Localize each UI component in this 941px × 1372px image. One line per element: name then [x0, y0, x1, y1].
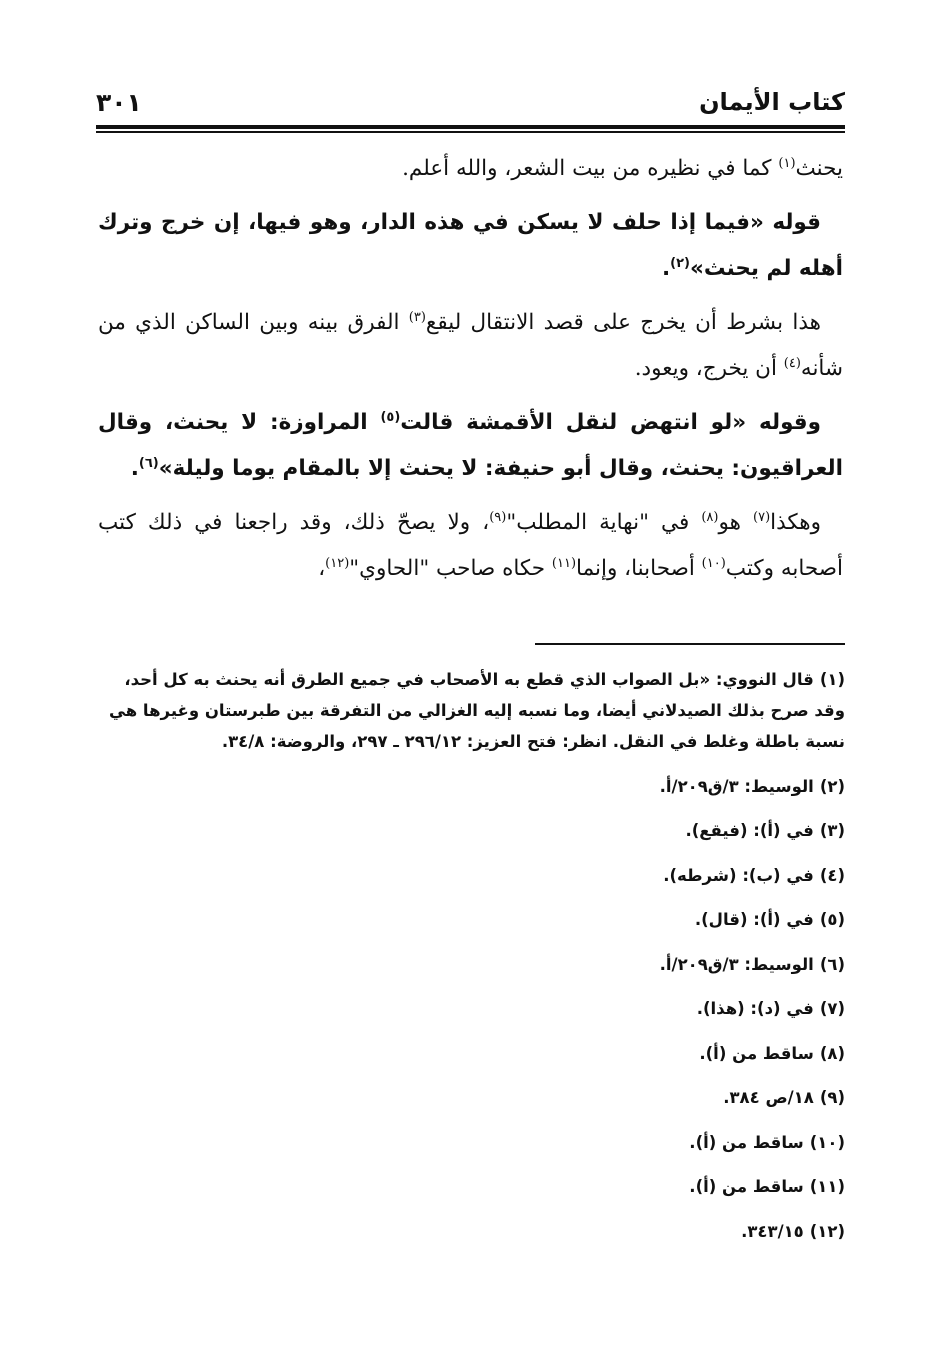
- footnote-8: [96, 1038, 845, 1069]
- footnote-number: (٦): [819, 954, 845, 974]
- quoted-text: قوله «فيما إذا حلف لا يسكن في هذه الدار، وهو فيها، إن خرج وترك أهله لم يحنث»: [98, 210, 843, 281]
- text-run: أصحابنا، وإنما: [576, 556, 702, 581]
- paragraph-2-quote: [98, 200, 843, 292]
- quoted-text: المراوزة: لا يحنث، وقال العراقيون: يحنث، وقال أبو حنيفة: لا يحنث إلا بالمقام يوما وليلة»: [98, 410, 843, 481]
- footnote-4: [96, 860, 845, 891]
- footnote-text: ١٨/ص ٣٨٤.: [723, 1088, 814, 1107]
- page-header: [96, 86, 845, 122]
- footnote-text: ساقط من (أ).: [689, 1177, 804, 1196]
- footnotes: [96, 664, 845, 1260]
- page-number: ٣٠١: [96, 88, 142, 117]
- footnote-text: ٣٤٣/١٥.: [741, 1221, 804, 1241]
- footnote-text: ساقط من (أ).: [689, 1132, 804, 1152]
- footnote-number: (١): [819, 670, 845, 689]
- footnote-text: في (أ): (فيقع).: [685, 821, 814, 840]
- text-run: هذا بشرط أن يخرج على قصد الانتقال ليقع: [425, 310, 821, 335]
- footnote-ref-6: (٦): [138, 455, 159, 471]
- paragraph-5: [98, 500, 843, 592]
- footnote-text: الوسيط: ٣/ق٢٠٩/أ.: [659, 954, 814, 974]
- footnote-text: الوسيط: ٣/ق٢٠٩/أ.: [659, 776, 814, 796]
- text-run: أن يخرج، ويعود.: [634, 356, 784, 381]
- text-run: في "نهاية المطلب": [506, 510, 702, 535]
- footnote-text: في (ب): (شرطه).: [663, 865, 814, 885]
- footnote-ref-10: (١٠): [701, 555, 726, 571]
- footnote-number: (٤): [819, 865, 845, 885]
- footnote-separator: [535, 643, 845, 645]
- footnote-5: [96, 904, 845, 935]
- footnote-11: [96, 1171, 845, 1202]
- text-run: ، ولا يصحّ ذلك، وقد راجعنا في ذلك كتب أصحابه وكتب: [98, 510, 843, 581]
- footnote-text: في (أ): (قال).: [694, 910, 814, 929]
- footnote-ref-9: (٩): [489, 509, 507, 525]
- footnote-ref-2: (٢): [670, 255, 690, 271]
- footnote-number: (٩): [819, 1088, 845, 1107]
- footnote-9: [96, 1082, 845, 1113]
- footnote-ref-3: (٣): [408, 309, 426, 325]
- footnote-1: [96, 664, 845, 757]
- footnote-number: (٥): [819, 910, 845, 929]
- running-title: كتاب الأيمان: [699, 88, 845, 116]
- footnote-number: (٧): [819, 999, 845, 1018]
- footnote-10: [96, 1127, 845, 1158]
- main-text: [98, 146, 843, 600]
- text-run: ،: [318, 556, 326, 581]
- text-run: الفرق بينه وبين الساكن الذي من شأنه: [98, 310, 843, 381]
- footnote-ref-8: (٨): [701, 509, 719, 525]
- footnote-number: (٢): [819, 776, 845, 796]
- footnote-number: (١١): [809, 1177, 845, 1196]
- text-run: وهكذا: [770, 510, 821, 535]
- header-rule-thin: [96, 131, 845, 133]
- paragraph-4-quote: [98, 400, 843, 492]
- footnote-6: [96, 949, 845, 980]
- footnote-ref-4: (٤): [783, 355, 801, 371]
- footnote-7: [96, 993, 845, 1024]
- footnote-number: (٨): [819, 1043, 845, 1063]
- footnote-text: قال النووي: «بل الصواب الذي قطع به الأصحاب في جميع الطرق أنه يحنث به كل أحد، وقد صرح بذلك الصيدلاني أيضا، وما نسبه إليه الغزالي من التفرقة بين طبرستان وغيرها هي نسبة باطلة وغلط في النقل. انظر: فتح العزيز: ٢٩٦/١٢ ـ ٢٩٧، والروضة: ٣٤/٨.: [109, 670, 845, 751]
- footnote-ref-11: (١١): [551, 555, 577, 571]
- paragraph-1: [98, 146, 843, 192]
- text-run: حكاه صاحب "الحاوي": [349, 556, 552, 581]
- footnote-number: (١٢): [809, 1221, 845, 1241]
- footnote-ref-1: (١): [778, 155, 796, 171]
- footnote-2: [96, 771, 845, 802]
- footnote-3: [96, 815, 845, 846]
- text-run: .: [130, 456, 139, 481]
- footnote-text: في (د): (هذا).: [696, 999, 814, 1018]
- text-run: .: [661, 256, 671, 281]
- footnote-ref-12: (١٢): [325, 555, 350, 571]
- quoted-text: وقوله «لو انتهض لنقل الأقمشة قالت: [400, 410, 821, 435]
- text-run: كما في نظيره من بيت الشعر، والله أعلم.: [402, 156, 779, 181]
- header-rule-thick: [96, 125, 845, 129]
- footnote-ref-5: (٥): [380, 409, 401, 425]
- footnote-12: [96, 1216, 845, 1247]
- footnote-text: ساقط من (أ).: [699, 1043, 814, 1063]
- text-run: يحنث: [795, 156, 843, 181]
- text-run: هو: [718, 510, 753, 535]
- footnote-ref-7: (٧): [753, 509, 771, 525]
- footnote-number: (١٠): [809, 1132, 845, 1152]
- paragraph-3: [98, 300, 843, 392]
- footnote-number: (٣): [819, 821, 845, 840]
